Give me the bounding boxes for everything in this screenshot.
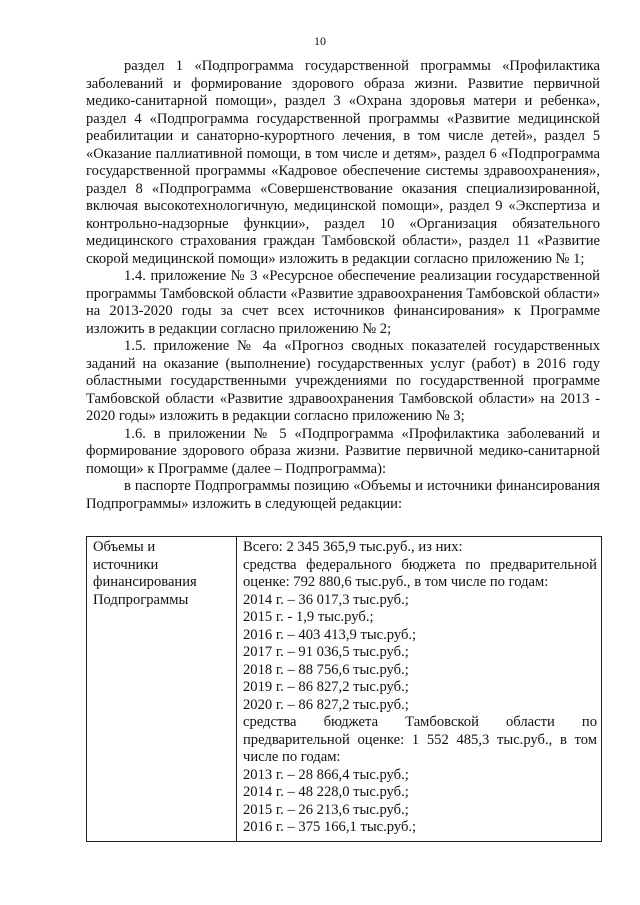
year-amount-line: 2015 г. - 1,9 тыс.руб.;	[243, 609, 374, 625]
year-amount-line: 2017 г. – 91 036,5 тыс.руб.;	[243, 644, 409, 660]
paragraph-section-list: раздел 1 «Подпрограмма государственной программы «Профилактика заболеваний и формирование здорового образа жизни. Развитие первичной медико-санитарной помощи», раздел 3 «Охрана здоровья матери и ребенка», раздел 4 «Подпрограмма государственной программы «Развитие медицинской реабилитации и санаторно-курортного лечения, в том числе детей», раздел 5 «Оказание паллиативной помощи, в том числе и детям», раздел 6 «Подпрограмма государственной программы «Кадровое обеспечение системы здравоохранения», раздел 8 «Подпрограмма «Совершенствование оказания специализированной, включая высокотехнологичную, медицинской помощи», раздел 9 «Экспертиза и контрольно-надзорные функции», раздел 10 «Организация обязательного медицинского страхования граждан Тамбовской области», раздел 11 «Развитие скорой медицинской помощи» изложить в редакции согласно приложению № 1;	[86, 58, 600, 267]
table-row	[87, 537, 602, 842]
financing-table	[86, 536, 602, 842]
document-body	[86, 58, 600, 513]
label-line: финансирования	[93, 574, 197, 590]
regional-budget-line: средства бюджета Тамбовской области по предварительной оценке: 1 552 485,3 тыс.руб., в том числе по годам:	[243, 714, 597, 765]
federal-budget-line: средства федерального бюджета по предварительной оценке: 792 880,6 тыс.руб., в том числе по годам:	[243, 556, 597, 590]
year-amount-line: 2015 г. – 26 213,6 тыс.руб.;	[243, 801, 409, 818]
year-amount-line: 2013 г. – 28 866,4 тыс.руб.;	[243, 766, 409, 783]
paragraph-passport: в паспорте Подпрограммы позицию «Объемы и источники финансирования Подпрограммы» изложить в следующей редакции:	[86, 478, 600, 512]
page-number: 10	[314, 34, 326, 48]
label-line: Объемы и	[93, 539, 156, 555]
label-line: Подпрограммы	[93, 591, 189, 608]
label-line: источники	[93, 556, 159, 573]
year-amount-line: 2014 г. – 48 228,0 тыс.руб.;	[243, 784, 409, 800]
paragraph-1-6: 1.6. в приложении № 5 «Подпрограмма «Профилактика заболеваний и формирование здорового образа жизни. Развитие первичной медико-санитарной помощи» к Программе (далее – Подпрограмма):	[86, 425, 600, 477]
year-amount-line: 2014 г. – 36 017,3 тыс.руб.;	[243, 591, 409, 608]
value-cell	[237, 537, 602, 842]
year-amount-line: 2018 г. – 88 756,6 тыс.руб.;	[243, 661, 409, 678]
label-cell	[87, 537, 237, 842]
year-amount-line: 2020 г. – 86 827,2 тыс.руб.;	[243, 696, 409, 713]
paragraph-1-4: 1.4. приложение № 3 «Ресурсное обеспечение реализации государственной программы Тамбовской области «Развитие здравоохранения Тамбовской области» на 2013-2020 годы за счет всех источников финансирования» к Программе изложить в редакции согласно приложению № 2;	[86, 268, 600, 337]
year-amount-line: 2016 г. – 375 166,1 тыс.руб.;	[243, 819, 417, 835]
paragraph-1-5: 1.5. приложение № 4а «Прогноз сводных показателей государственных заданий на оказание (выполнение) государственных услуг (работ) в 2016 году областными государственными учреждениями по государственной программе Тамбовской области «Развитие здравоохранения Тамбовской области» на 2013 - 2020 годы» изложить в редакции согласно приложению № 3;	[86, 338, 600, 424]
year-amount-line: 2016 г. – 403 413,9 тыс.руб.;	[243, 626, 417, 643]
total-line: Всего: 2 345 365,9 тыс.руб., из них:	[243, 539, 463, 555]
year-amount-line: 2019 г. – 86 827,2 тыс.руб.;	[243, 679, 409, 695]
